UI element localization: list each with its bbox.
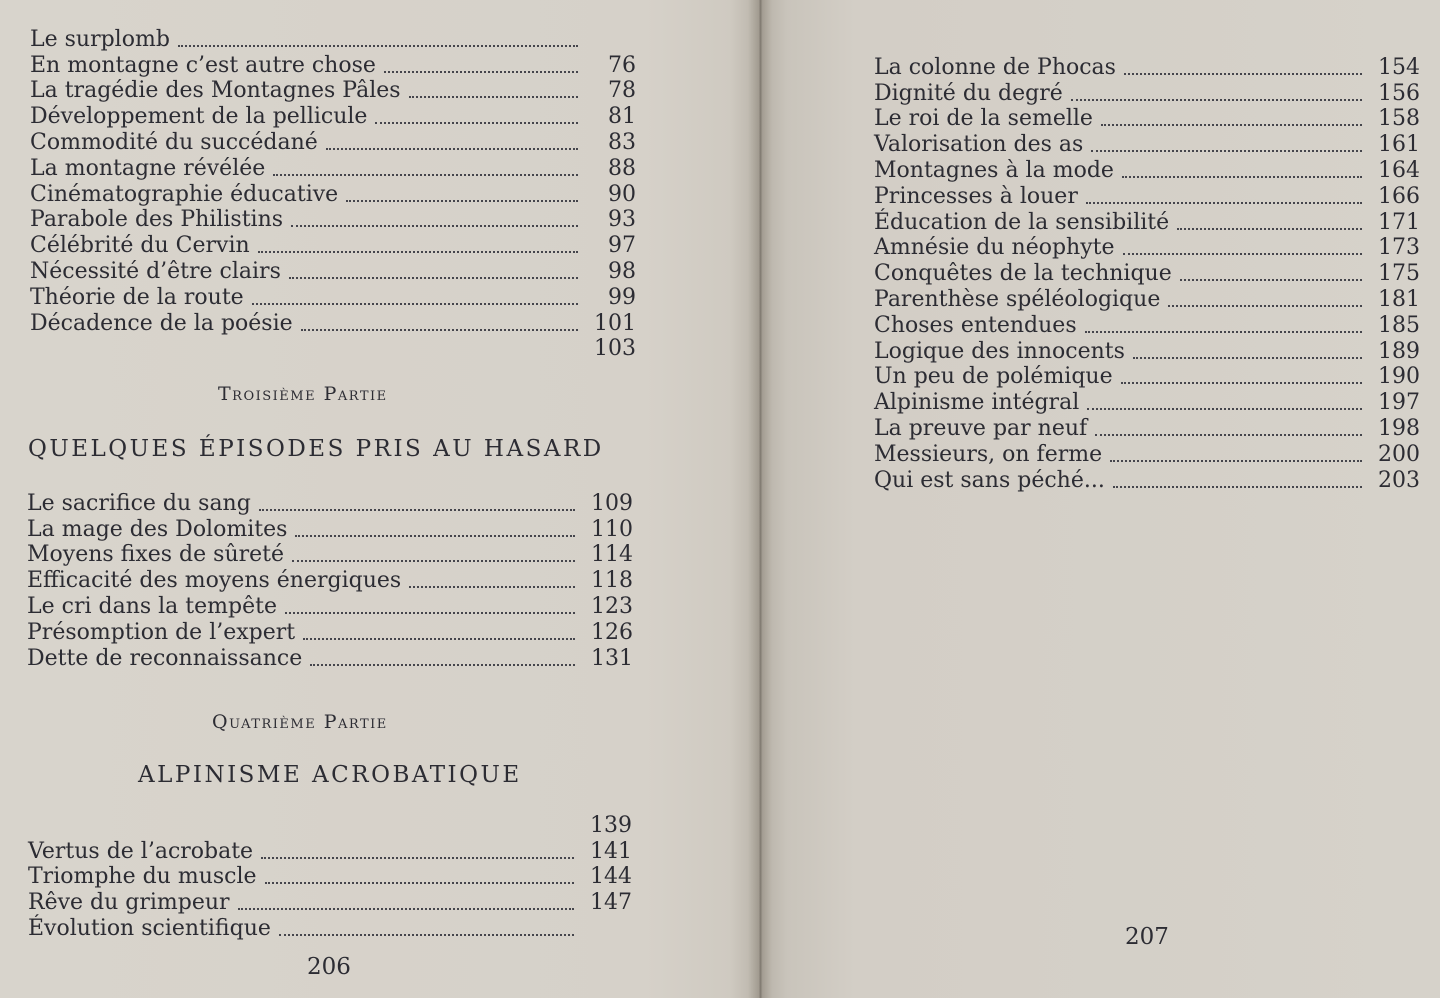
toc-list-part3: [27, 490, 633, 671]
entry-page: 175: [1378, 261, 1420, 287]
leader-dots: [1086, 202, 1362, 204]
entry-title: Conquêtes de la technique: [874, 261, 1172, 287]
leader-dots: [258, 251, 578, 253]
toc-entry: [30, 181, 636, 207]
right-page: [760, 0, 1440, 998]
entry-title: Montagnes à la mode: [874, 157, 1114, 183]
toc-entry: [27, 542, 633, 568]
leader-dots: [1133, 357, 1362, 359]
leader-dots: [1101, 124, 1362, 126]
entry-title: Triomphe du muscle: [28, 864, 257, 890]
entry-page: 147: [590, 890, 632, 916]
entry-page: 166: [1378, 183, 1420, 209]
leader-dots: [1110, 460, 1362, 462]
entry-title: Valorisation des as: [874, 132, 1084, 158]
leader-dots: [346, 200, 578, 202]
toc-entry: [30, 52, 636, 78]
entry-title: Princesses à louer: [874, 183, 1078, 209]
entry-page: 126: [591, 619, 633, 645]
toc-entry: [874, 54, 1420, 80]
entry-page: 164: [1378, 157, 1420, 183]
entry-page: 141: [590, 838, 632, 864]
leader-dots: [1168, 305, 1362, 307]
leader-dots: [1085, 331, 1362, 333]
leader-dots: [273, 174, 578, 176]
entry-title: Célébrité du Cervin: [30, 233, 250, 259]
leader-dots: [1177, 228, 1362, 230]
leader-dots: [1095, 434, 1362, 436]
part-label: Troisième Partie: [218, 383, 388, 405]
toc-entry: [874, 415, 1420, 441]
leader-dots: [1123, 253, 1363, 255]
entry-title: Commodité du succédané: [30, 129, 318, 155]
leader-dots: [1091, 150, 1362, 152]
entry-page: 76: [608, 52, 636, 78]
entry-title: Le surplomb: [30, 26, 170, 52]
entry-page: 78: [608, 78, 636, 104]
entry-page: 90: [608, 181, 636, 207]
leader-dots: [261, 857, 574, 859]
toc-entry: [874, 312, 1420, 338]
toc-entry: [874, 260, 1420, 286]
entry-title: Amnésie du néophyte: [874, 235, 1115, 261]
toc-entry: [27, 645, 633, 671]
toc-entry: [874, 364, 1420, 390]
toc-entry: [874, 131, 1420, 157]
entry-page: 154: [1378, 54, 1420, 80]
entry-page: 110: [591, 516, 633, 542]
entry-title: Cinématographie éducative: [30, 181, 339, 207]
entry-page: 158: [1378, 106, 1420, 132]
entry-title: La colonne de Phocas: [874, 54, 1116, 80]
entry-page: 97: [608, 233, 636, 259]
entry-title: Théorie de la route: [30, 284, 244, 310]
entry-title: Le sacrifice du sang: [27, 490, 251, 516]
entry-page: 161: [1378, 132, 1420, 158]
entry-page: 139: [590, 812, 632, 838]
toc-entry: [30, 78, 636, 104]
leader-dots: [301, 329, 578, 331]
toc-entry: [30, 207, 636, 233]
toc-entry: [27, 593, 633, 619]
leader-dots: [1124, 73, 1362, 75]
entry-page: 198: [1378, 415, 1420, 441]
leader-dots: [252, 303, 578, 305]
leader-dots: [238, 908, 574, 910]
entry-title: Parenthèse spéléologique: [874, 286, 1161, 312]
toc-entry: [30, 26, 636, 52]
entry-page: 189: [1378, 338, 1420, 364]
toc-entry: [28, 838, 632, 864]
leader-dots: [1113, 486, 1362, 488]
toc-list-part4: [28, 812, 632, 941]
toc-entry: [874, 338, 1420, 364]
entry-title: Logique des innocents: [874, 338, 1125, 364]
entry-page: 98: [608, 258, 636, 284]
leader-dots: [303, 638, 575, 640]
toc-entry: [874, 209, 1420, 235]
entry-page: 190: [1378, 364, 1420, 390]
leader-dots: [265, 882, 574, 884]
toc-entry: [30, 155, 636, 181]
toc-entry: [874, 106, 1420, 132]
entry-page: 99: [608, 284, 636, 310]
entry-title: Le roi de la semelle: [874, 106, 1093, 132]
toc-entry: [874, 80, 1420, 106]
entry-title: La tragédie des Montagnes Pâles: [30, 78, 401, 104]
toc-entry: [28, 864, 632, 890]
toc-entry: [874, 286, 1420, 312]
leader-dots: [384, 71, 578, 73]
toc-entry: [28, 889, 632, 915]
leader-dots: [1180, 279, 1362, 281]
toc-entry: [30, 284, 636, 310]
leader-dots: [1087, 408, 1362, 410]
toc-entry: [874, 183, 1420, 209]
toc-entry: [30, 232, 636, 258]
leader-dots: [259, 509, 575, 511]
entry-title: Dignité du degré: [874, 80, 1063, 106]
toc-entry: [30, 129, 636, 155]
leader-dots: [1121, 382, 1362, 384]
toc-entry: [874, 441, 1420, 467]
book-gutter: [748, 0, 772, 998]
toc-entry: [30, 310, 636, 336]
leader-dots: [326, 148, 578, 150]
entry-title: Dette de reconnaissance: [27, 645, 303, 671]
leader-dots: [409, 96, 578, 98]
entry-title: Vertus de l’acrobate: [28, 838, 254, 864]
entry-page: 114: [591, 542, 633, 568]
toc-entry: [874, 235, 1420, 261]
entry-title: Parabole des Philistins: [30, 207, 284, 233]
entry-page: 101: [594, 310, 636, 336]
leader-dots: [285, 612, 575, 614]
toc-entry: [27, 619, 633, 645]
leader-dots: [279, 934, 574, 936]
entry-page: 81: [608, 104, 636, 130]
entry-page: 197: [1378, 390, 1420, 416]
entry-title: Un peu de polémique: [874, 364, 1113, 390]
toc-list-top: [30, 26, 636, 361]
entry-page: 88: [608, 155, 636, 181]
leader-dots: [291, 225, 578, 227]
entry-page: 200: [1378, 441, 1420, 467]
entry-title: La mage des Dolomites: [27, 516, 288, 542]
entry-title: La montagne révélée: [30, 155, 266, 181]
toc-entry: [874, 389, 1420, 415]
entry-title: Décadence de la poésie: [30, 310, 293, 336]
toc-entry: [27, 516, 633, 542]
entry-page: 181: [1378, 286, 1420, 312]
entry-page: 103: [594, 336, 636, 362]
leader-dots: [375, 122, 578, 124]
entry-title: Évolution scientifique: [28, 915, 271, 941]
toc-entry: [27, 567, 633, 593]
leader-dots: [409, 586, 575, 588]
entry-title: Rêve du grimpeur: [28, 890, 230, 916]
leader-dots: [1122, 176, 1362, 178]
entry-title: Développement de la pellicule: [30, 104, 368, 130]
entry-title: Moyens fixes de sûreté: [27, 542, 285, 568]
entry-page: 203: [1378, 467, 1420, 493]
entry-page: 83: [608, 129, 636, 155]
toc-entry: [30, 103, 636, 129]
section-title: ALPINISME ACROBATIQUE: [138, 762, 522, 788]
leader-dots: [310, 664, 575, 666]
leader-dots: [1071, 99, 1362, 101]
entry-title: Éducation de la sensibilité: [874, 209, 1170, 235]
part-label: Quatrième Partie: [212, 711, 388, 733]
entry-page: 144: [590, 864, 632, 890]
entry-page: 173: [1378, 235, 1420, 261]
section-title: QUELQUES ÉPISODES PRIS AU HASARD: [28, 436, 604, 462]
entry-page: 93: [608, 207, 636, 233]
entry-title: Présomption de l’expert: [27, 619, 296, 645]
entry-page: 171: [1378, 209, 1420, 235]
entry-title: Le cri dans la tempête: [27, 593, 277, 619]
leader-dots: [292, 560, 575, 562]
entry-page: 185: [1378, 312, 1420, 338]
entry-title: En montagne c’est autre chose: [30, 52, 376, 78]
entry-page: 118: [591, 568, 633, 594]
leader-dots: [178, 45, 578, 47]
entry-title: Efficacité des moyens énergiques: [27, 568, 402, 594]
entry-title: Nécessité d’être clairs: [30, 258, 281, 284]
toc-entry: [30, 258, 636, 284]
toc-entry: [874, 157, 1420, 183]
page-number: 207: [1125, 924, 1169, 950]
entry-page: 156: [1378, 80, 1420, 106]
leader-dots: [289, 277, 578, 279]
toc-entry: [28, 812, 632, 838]
page-number: 206: [307, 954, 351, 980]
entry-page: 123: [591, 593, 633, 619]
entry-title: Qui est sans péché...: [874, 467, 1105, 493]
toc-entry: [28, 915, 632, 941]
toc-entry: [874, 467, 1420, 493]
entry-title: Alpinisme intégral: [874, 390, 1080, 416]
toc-entry: [27, 490, 633, 516]
entry-page: 131: [591, 645, 633, 671]
entry-title: Choses entendues: [874, 312, 1077, 338]
entry-title: Messieurs, on ferme: [874, 441, 1103, 467]
toc-entry: [30, 336, 636, 362]
toc-list-right: [874, 54, 1420, 493]
entry-page: 109: [591, 490, 633, 516]
entry-title: La preuve par neuf: [874, 415, 1088, 441]
leader-dots: [295, 535, 575, 537]
